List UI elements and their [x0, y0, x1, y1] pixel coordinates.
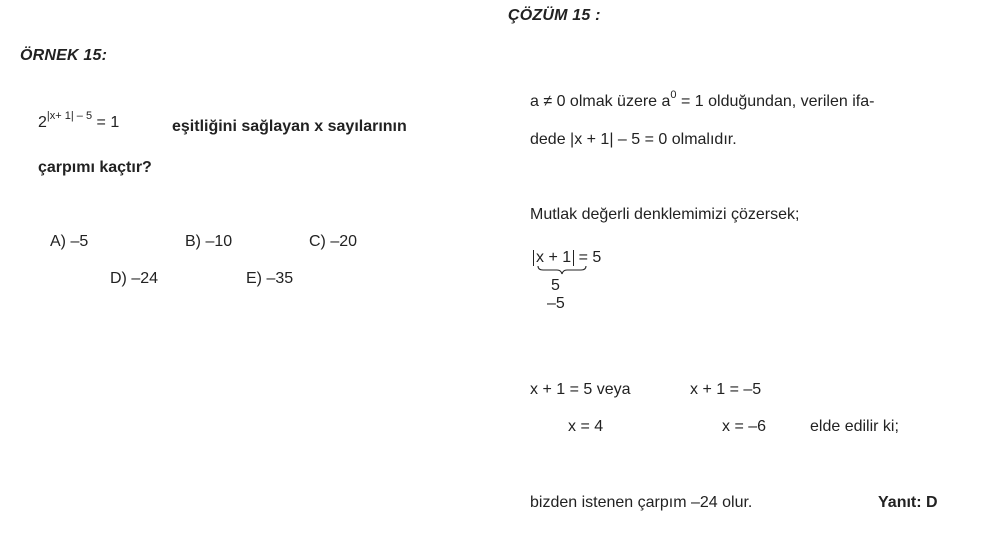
question-line1: eşitliğini sağlayan x sayılarının [172, 118, 407, 135]
solution-line1-post: = 1 olduğundan, verilen ifa- [676, 93, 875, 110]
option-a: A) –5 [50, 233, 89, 250]
equation-base: 2 [38, 114, 47, 131]
case-one: x + 1 = 5 veya [530, 381, 631, 398]
question-line2: çarpımı kaçtır? [38, 159, 152, 176]
solution-line1-pre: a ≠ 0 olmak üzere a [530, 93, 671, 110]
result-one: x = 4 [568, 418, 604, 435]
branch-positive: 5 [551, 277, 560, 294]
absolute-rhs: = 5 [578, 249, 602, 266]
answer: Yanıt: D [878, 494, 938, 511]
solution-line1 [530, 89, 875, 111]
option-d: D) –24 [110, 270, 159, 287]
option-e: E) –35 [246, 270, 294, 287]
solution-line1-exponent: 0 [670, 89, 677, 101]
result-two: x = –6 [722, 418, 767, 435]
result-note: elde edilir ki; [810, 418, 899, 435]
equation [38, 110, 120, 132]
solution-title: ÇÖZÜM 15 : [508, 7, 601, 24]
equation-equals: = 1 [96, 114, 120, 131]
example-title: ÖRNEK 15: [20, 47, 108, 64]
absolute-expression: x + 1 [533, 250, 574, 266]
option-b: B) –10 [185, 233, 233, 250]
solution-line2: dede |x + 1| – 5 = 0 olmalıdır. [530, 131, 737, 148]
branch-negative: –5 [547, 295, 565, 312]
solution-line3: Mutlak değerli denklemimizi çözersek; [530, 206, 800, 223]
option-c: C) –20 [309, 233, 358, 250]
underbrace-icon [537, 265, 587, 275]
final-statement: bizden istenen çarpım –24 olur. [530, 494, 753, 511]
equation-exponent: |x+ 1| – 5 [46, 110, 93, 122]
case-two: x + 1 = –5 [690, 381, 762, 398]
